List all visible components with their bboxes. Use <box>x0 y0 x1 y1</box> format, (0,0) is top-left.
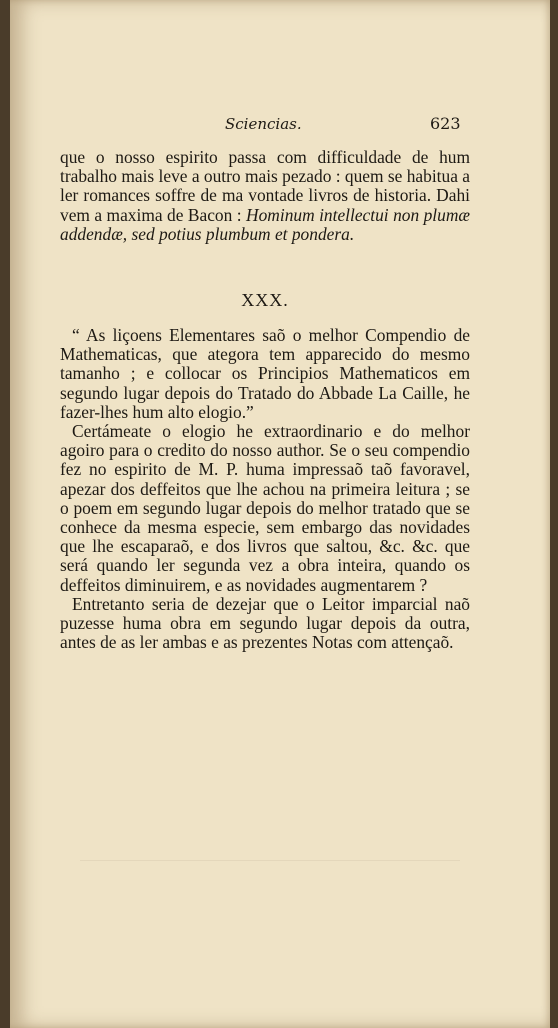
page-number: 623 <box>430 114 461 133</box>
paragraph <box>60 148 470 244</box>
continued-paragraph <box>60 148 470 244</box>
latin-quotation: Hominum intellectui non plumæ addendæ, sed potius plumbum et pondera. <box>60 204 470 244</box>
book-page <box>10 0 550 1028</box>
page-header <box>10 112 550 136</box>
section-body <box>60 326 470 652</box>
paragraph-text: que o nosso espirito passa com difficuldade de hum trabalho mais leve a outro mais pezado : quem se habitua a ler romances soffre de ma vontade livros de historia. Dahi vem a maxima de Bacon : <box>60 147 470 225</box>
paragraph: “ As liçoens Elementares saõ o melhor Compendio de Mathematicas, que ategora tem apparecido do mesmo tamanho ; e collocar os Principios Mathematicos em segundo lugar depois do Tratado do Abbade La Caille, he fazer-lhes hum alto elogio.” <box>60 325 470 422</box>
running-title: Sciencias. <box>225 115 302 133</box>
section-heading: XXX. <box>241 290 289 310</box>
bleed-through-area <box>80 860 460 891</box>
paragraph: Certámeate o elogio he extraordinario e do melhor agoiro para o credito do nosso author. Se o seu compendio fez no espirito de M. P. huma impressaõ taõ favoravel, apezar dos deffeitos que lhe achou na primeira leitura ; se o poem em segundo lugar depois do melhor tratado que se conhece da mesma especie, sem embargo das novidades que lhe escaparaõ, e dos livros que saltou, &c. &c. que será quando ler segunda vez a obra inteira, quando os deffeitos diminuirem, e as novidades augmentarem ? <box>60 421 470 595</box>
paragraph: Entretanto seria de dezejar que o Leitor imparcial naõ puzesse huma obra em segundo lugar depois da outra, antes de as ler ambas e as prezentes Notas com attençaõ. <box>60 593 470 653</box>
